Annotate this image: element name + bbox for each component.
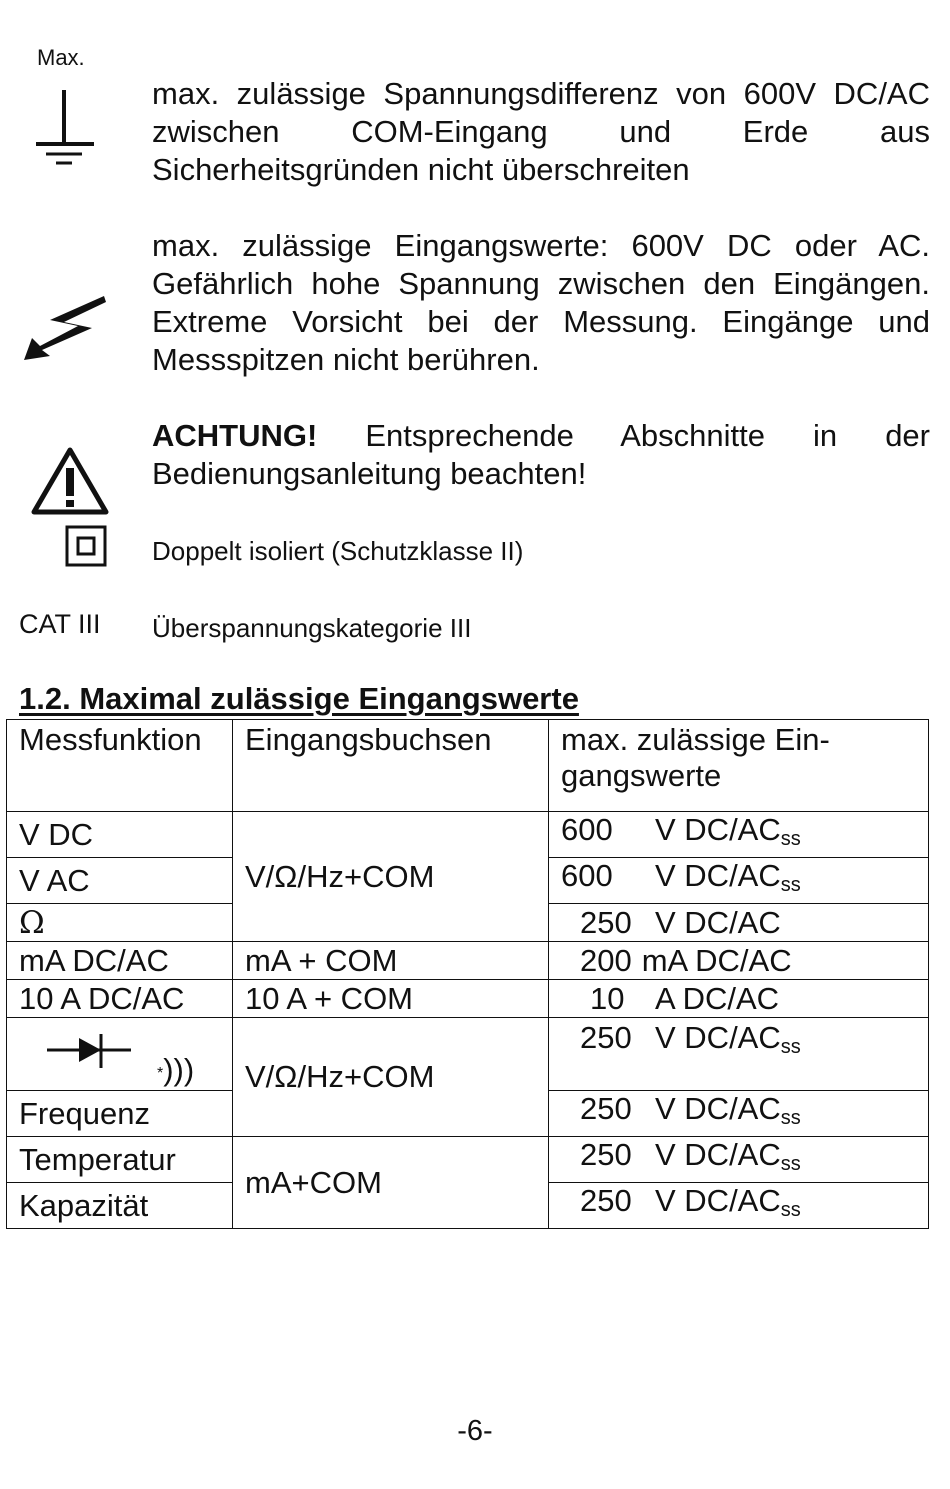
value-number: 600	[561, 858, 613, 893]
input-limits-table	[6, 719, 929, 1229]
value-unit: V DC/AC	[655, 904, 781, 940]
value-unit: V DC/AC	[655, 812, 781, 847]
diode-icon	[45, 1028, 135, 1072]
value-number: 250	[580, 1020, 632, 1055]
cell-function: mA DC/AC	[7, 942, 233, 980]
cell-jack: V/Ω/Hz+COM	[233, 1018, 549, 1137]
value-sub: ss	[780, 1199, 801, 1221]
table-row	[7, 1018, 929, 1091]
value-sub: ss	[780, 874, 801, 896]
cell-function: 10 A DC/AC	[7, 980, 233, 1018]
table-row	[7, 942, 929, 980]
warning-text: Entsprechende Abschnitte in der Bedienungsanleitung beachten!	[152, 418, 930, 491]
cell-value	[549, 904, 929, 942]
cell-function-diode-continuity	[7, 1018, 233, 1091]
cell-jack: mA + COM	[233, 942, 549, 980]
section-title: 1.2. Maximal zulässige Eingangswerte	[19, 681, 579, 716]
cell-value	[549, 1091, 929, 1137]
value-sub: ss	[780, 1107, 801, 1129]
max-label: Max.	[37, 45, 85, 70]
cat-label: CAT III	[19, 609, 101, 639]
ground-icon	[32, 88, 96, 168]
cell-function: V AC	[7, 858, 233, 904]
value-unit: V DC/AC	[655, 1183, 781, 1218]
value-number: 10	[590, 980, 625, 1016]
double-insulated-icon	[64, 524, 108, 568]
value-number: 250	[580, 1137, 632, 1172]
value-number: 250	[580, 904, 632, 940]
value-unit: V DC/AC	[655, 1020, 781, 1055]
value-sub: ss	[780, 1153, 801, 1175]
cell-value	[549, 812, 929, 858]
value-sub: ss	[780, 828, 801, 850]
cell-jack: V/Ω/Hz+COM	[233, 812, 549, 942]
table-row	[7, 980, 929, 1018]
cat-description: Überspannungskategorie III	[152, 613, 472, 643]
value-sub: ss	[780, 1036, 801, 1058]
value-number: 250	[580, 1183, 632, 1218]
table-row	[7, 812, 929, 858]
cell-function: V DC	[7, 812, 233, 858]
value-number: 250	[580, 1091, 632, 1126]
high-voltage-icon	[20, 294, 110, 366]
table-row	[7, 1137, 929, 1183]
header-max-values: max. zulässige Ein-gangswerte	[549, 720, 929, 812]
cell-function: Frequenz	[7, 1091, 233, 1137]
value-unit: A DC/AC	[655, 980, 780, 1016]
cell-value	[549, 1183, 929, 1229]
page-number: -6-	[457, 1415, 493, 1447]
cell-function: Ω	[7, 904, 233, 942]
continuity-buzzer-icon: *)))	[157, 1052, 195, 1087]
value-number: 200	[580, 942, 632, 978]
cell-value	[549, 980, 929, 1018]
high-voltage-description: max. zulässige Eingangswerte: 600V DC oder AC. Gefährlich hohe Spannung zwischen den Eingängen. Extreme Vorsicht bei der Messung. Eingänge und Messspitzen nicht berühren.	[152, 228, 930, 377]
value-number: 600	[561, 812, 613, 847]
warning-description	[152, 417, 930, 493]
warning-strong: ACHTUNG!	[152, 418, 318, 453]
cell-jack: 10 A + COM	[233, 980, 549, 1018]
value-unit: mA DC/AC	[641, 942, 792, 978]
cell-function: Temperatur	[7, 1137, 233, 1183]
cell-value	[549, 1018, 929, 1091]
cell-value	[549, 858, 929, 904]
double-insulated-description: Doppelt isoliert (Schutzklasse II)	[152, 536, 524, 566]
header-jacks: Eingangsbuchsen	[233, 720, 549, 812]
cell-function: Kapazität	[7, 1183, 233, 1229]
value-unit: V DC/AC	[655, 1091, 781, 1126]
cell-value	[549, 1137, 929, 1183]
value-unit: V DC/AC	[655, 858, 781, 893]
table-header-row	[7, 720, 929, 812]
warning-triangle-icon	[30, 446, 110, 516]
value-unit: V DC/AC	[655, 1137, 781, 1172]
ground-description: max. zulässige Spannungsdifferenz von 600V DC/AC zwischen COM-Eingang und Erde aus Sicherheitsgründen nicht überschreiten	[152, 76, 930, 187]
cell-value	[549, 942, 929, 980]
header-function: Messfunktion	[7, 720, 233, 812]
cell-jack: mA+COM	[233, 1137, 549, 1229]
